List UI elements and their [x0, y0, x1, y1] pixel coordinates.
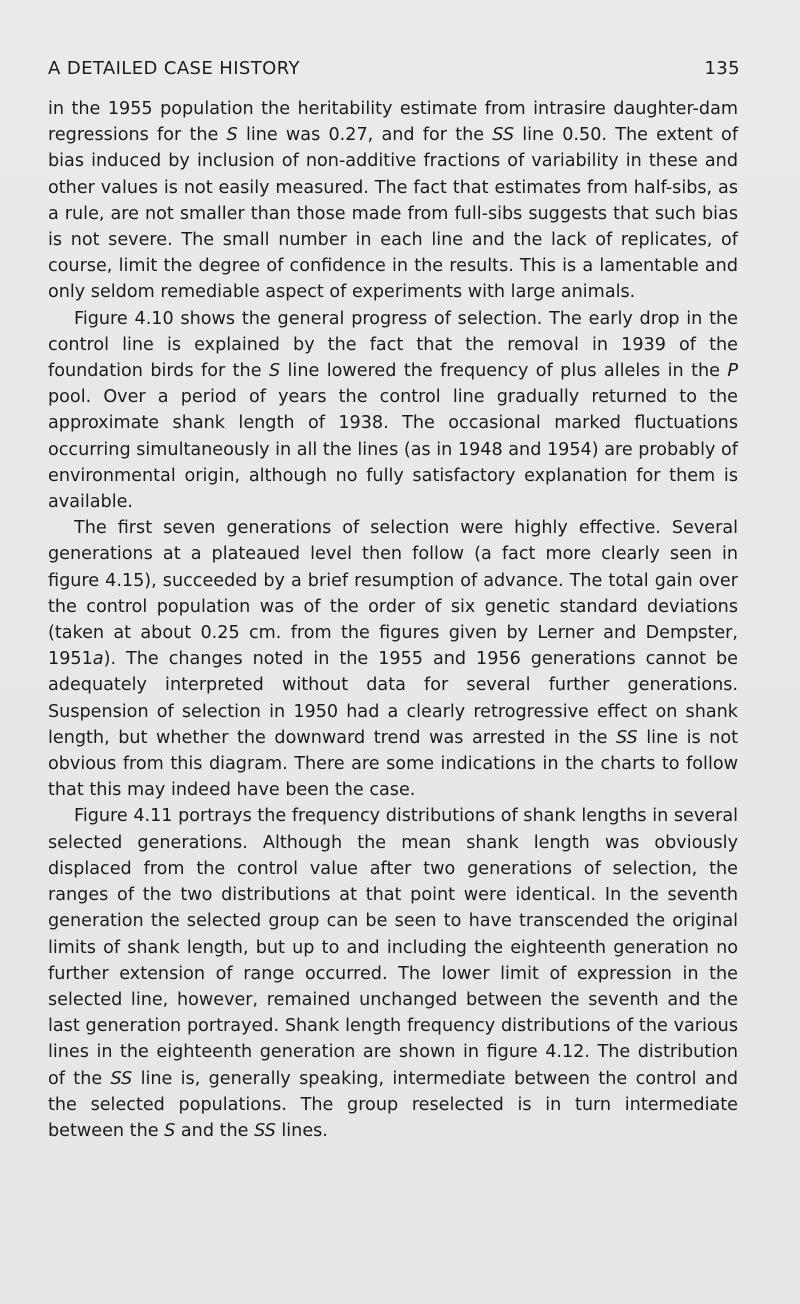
italic-term: SS — [492, 125, 515, 146]
text-run: in the 1955 population the heritability estimate from intrasire daughter-dam regressions for the — [48, 99, 738, 146]
running-title: A DETAILED CASE HISTORY — [48, 58, 300, 79]
italic-term: P — [727, 361, 738, 382]
text-run: Figure 4.11 portrays the frequency distributions of shank lengths in several selected generations. Although the mean shank length was obviously displaced from the control value after two generations of selection, the ranges of the two distributions at that point were identical. In the seventh generation the selected group can be seen to have transcended the original limits of shank length, but up to and including the eighteenth generation no further extension of range occurred. The lower limit of expression in the selected line, however, remained unchanged between the seventh and the last generation portrayed. Shank length frequency distributions of the various lines in the eighteenth generation are shown in figure 4.12. The distribution of the — [48, 806, 738, 1089]
italic-term: a — [92, 649, 104, 670]
text-run: line 0.50. The extent of bias induced by inclusion of non-additive fractions of variability in these and other values is not easily measured. The fact that estimates from half-sibs, as a rule, are not smaller than those made from full-sibs suggests that such bias is not severe. The small number in each line and the lack of replicates, of course, limit the degree of confidence in the results. This is a lamentable and only seldom remediable aspect of experiments with large animals. — [48, 125, 739, 303]
body-text — [48, 96, 738, 1144]
italic-term: S — [164, 1120, 176, 1141]
paragraph — [48, 515, 738, 803]
paragraph — [48, 803, 738, 1144]
text-run: line was 0.27, and for the — [237, 125, 493, 146]
paragraph — [48, 306, 738, 516]
italic-term: S — [226, 125, 238, 146]
text-run: ). The changes noted in the 1955 and 1956 generations cannot be adequately interpreted without data for several further generations. Suspension of selection in 1950 had a clearly retrogressive effect on shank length, but whether the downward trend was arrested in the — [48, 649, 738, 748]
italic-term: SS — [254, 1120, 276, 1141]
italic-term: S — [268, 361, 281, 382]
italic-term: SS — [110, 1068, 133, 1089]
italic-term: SS — [616, 727, 638, 748]
text-run: lines. — [275, 1120, 328, 1141]
paragraph — [48, 96, 738, 306]
page-header — [48, 58, 740, 82]
text-run: line lowered the frequency of plus alleles in the — [280, 361, 728, 382]
text-run: line is, generally speaking, intermediate between the control and the selected populations. The group reselected is in turn intermediate between the — [48, 1068, 738, 1141]
text-run: The first seven generations of selection were highly effective. Several generations at a plateaued level then follow (a fact more clearly seen in figure 4.15), succeeded by a brief resumption of advance. The total gain over the control population was of the order of six genetic standard deviations (taken at about 0.25 cm. from the figures given by Lerner and Dempster, 1951 — [48, 518, 738, 670]
text-run: Figure 4.10 shows the general progress of selection. The early drop in the control line is explained by the fact that the removal in 1939 of the foundation birds for the — [48, 308, 738, 382]
text-run: line is not obvious from this diagram. There are some indications in the charts to follow that this may indeed have been the case. — [48, 727, 738, 801]
page-number: 135 — [704, 58, 740, 79]
text-run: and the — [175, 1120, 255, 1141]
text-run: pool. Over a period of years the control line gradually returned to the approximate shank length of 1938. The occasional marked fluctuations occurring simultaneously in all the lines (as in 1948 and 1954) are probably of environmental origin, although no fully satisfactory explanation for them is available. — [48, 387, 738, 513]
